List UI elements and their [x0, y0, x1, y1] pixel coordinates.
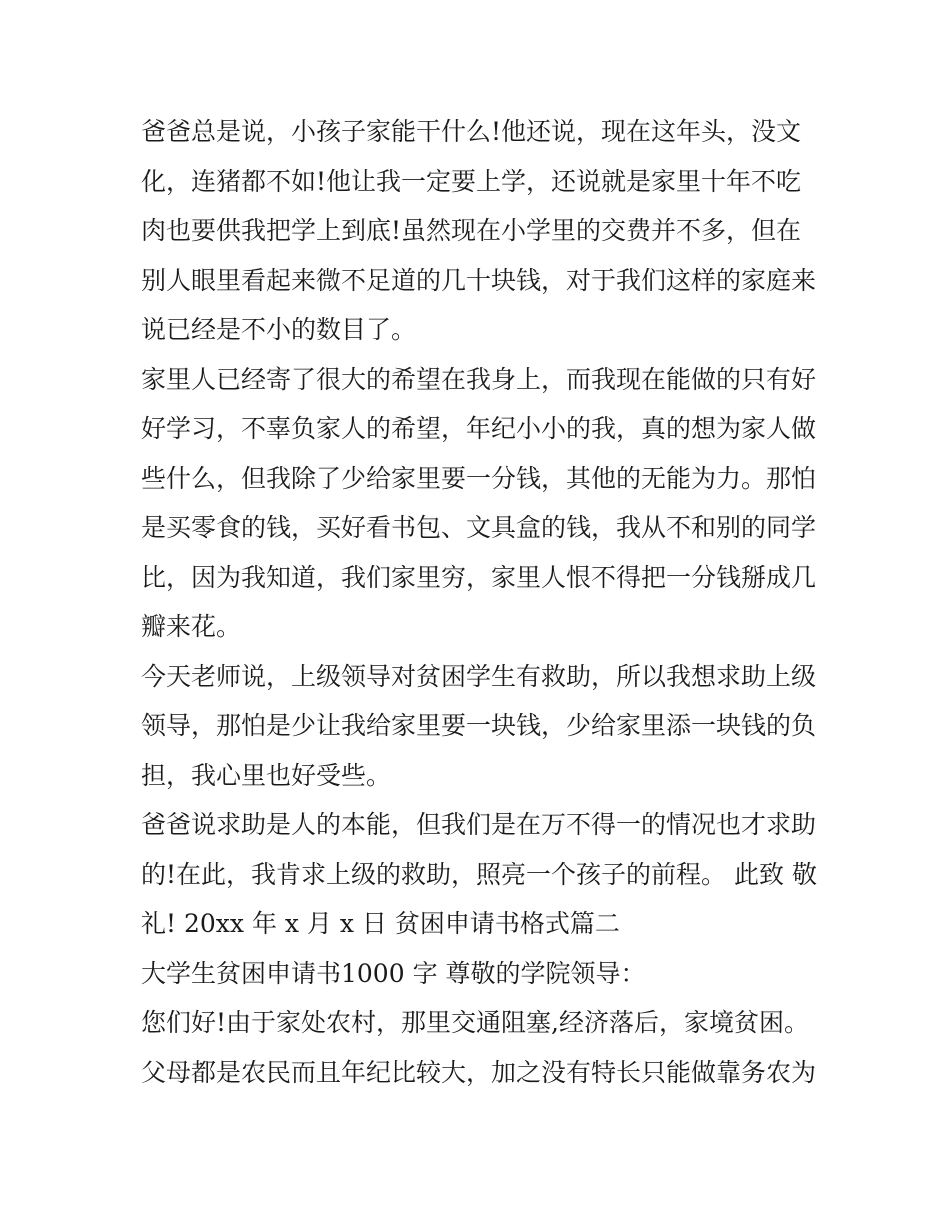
text-line: 担，我心里也好受些。 — [141, 761, 392, 790]
text-line: 化，连猪都不如!他让我一定要上学，还说就是家里十年不吃 — [141, 167, 802, 196]
text-line: 爸爸总是说，小孩子家能干什么!他还说，现在这年头，没文 — [141, 117, 802, 146]
text-line: 爸爸说求助是人的本能，但我们是在万不得一的情况也才求助 — [141, 810, 817, 839]
text-line: 领导，那怕是少让我给家里要一块钱，少给家里添一块钱的负 — [141, 711, 817, 740]
text-line: 今天老师说，上级领导对贫困学生有救助，所以我想求助上级 — [141, 662, 817, 691]
text-line: 是买零食的钱，买好看书包、文具盒的钱，我从不和别的同学 — [141, 513, 817, 542]
text-line: 瓣来花。 — [141, 612, 242, 641]
text-line: 别人眼里看起来微不足道的几十块钱，对于我们这样的家庭来 — [141, 266, 817, 295]
text-line: 说已经是不小的数目了。 — [141, 315, 417, 344]
text-line: 肉也要供我把学上到底!虽然现在小学里的交费并不多，但在 — [141, 216, 802, 245]
text-line: 您们好!由于家处农村，那里交通阻塞,经济落后，家境贫困。 — [141, 1008, 809, 1037]
text-line: 比，因为我知道，我们家里穷，家里人恨不得把一分钱掰成几 — [141, 563, 817, 592]
text-line: 家里人已经寄了很大的希望在我身上，而我现在能做的只有好 — [141, 365, 817, 394]
text-line: 礼! 20xx 年 x 月 x 日 贫困申请书格式篇二 — [141, 909, 620, 938]
text-line: 些什么，但我除了少给家里要一分钱，其他的无能为力。那怕 — [141, 464, 817, 493]
text-line: 的!在此，我肯求上级的救助，照亮一个孩子的前程。 此致 敬 — [141, 860, 817, 889]
text-line: 父母都是农民而且年纪比较大，加之没有特长只能做靠务农为 — [141, 1058, 817, 1087]
text-line: 好学习，不辜负家人的希望，年纪小小的我，真的想为家人做 — [141, 414, 817, 443]
text-line: 大学生贫困申请书1000 字 尊敬的学院领导： — [141, 959, 646, 988]
